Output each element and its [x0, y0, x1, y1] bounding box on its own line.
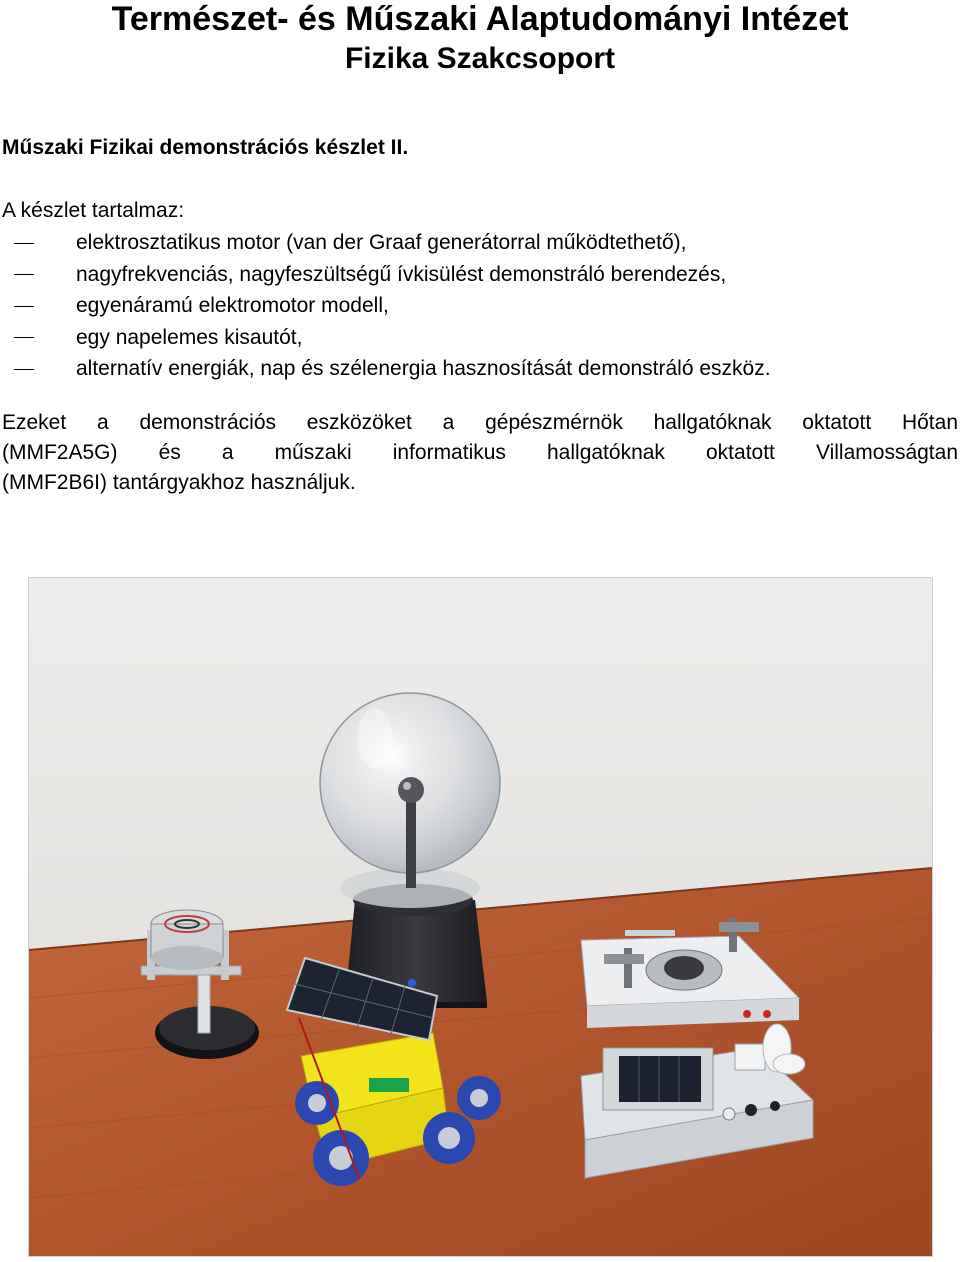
- paragraph-line: (MMF2A5G) és a műszaki informatikus hallgatóknak oktatott Villamosságtan: [2, 441, 958, 464]
- paragraph-line: (MMF2B6I) tantárgyakhoz használjuk.: [2, 471, 356, 494]
- list-item-text: alternatív energiák, nap és szélenergia hasznosítását demonstráló eszköz.: [76, 357, 771, 380]
- dash-bullet: [14, 243, 34, 244]
- kit-intro: A készlet tartalmaz:: [2, 199, 185, 222]
- list-item-text: egy napelemes kisautót,: [76, 325, 303, 349]
- institute-title: Természet- és Műszaki Alaptudományi Intézet: [111, 0, 849, 38]
- list-item-text: egyenáramú elektromotor modell,: [76, 294, 389, 317]
- photo-illustration: [29, 578, 932, 1256]
- list-item: [0, 227, 771, 259]
- usage-paragraph: [2, 408, 958, 498]
- department-subtitle: Fizika Szakcsoport: [344, 42, 616, 75]
- dash-bullet: [14, 274, 34, 275]
- list-item-text: nagyfrekvenciás, nagyfeszültségű ívkisülést demonstráló berendezés,: [76, 262, 727, 286]
- demonstration-kit-photo: [28, 577, 933, 1257]
- list-item: [0, 259, 771, 291]
- dash-bullet: [14, 337, 34, 338]
- list-item: [0, 353, 771, 385]
- list-item: [0, 322, 771, 354]
- header: [0, 0, 960, 80]
- document-heading: Műszaki Fizikai demonstrációs készlet II.: [2, 136, 409, 159]
- kit-item-list: [0, 227, 771, 385]
- paragraph-line: Ezeket a demonstrációs eszközöket a gépészmérnök hallgatóknak oktatott Hőtan: [2, 411, 958, 434]
- list-item: [0, 290, 771, 322]
- dash-bullet: [14, 369, 34, 370]
- dash-bullet: [14, 306, 34, 307]
- list-item-text: elektrosztatikus motor (van der Graaf generátorral működtethető),: [76, 231, 687, 254]
